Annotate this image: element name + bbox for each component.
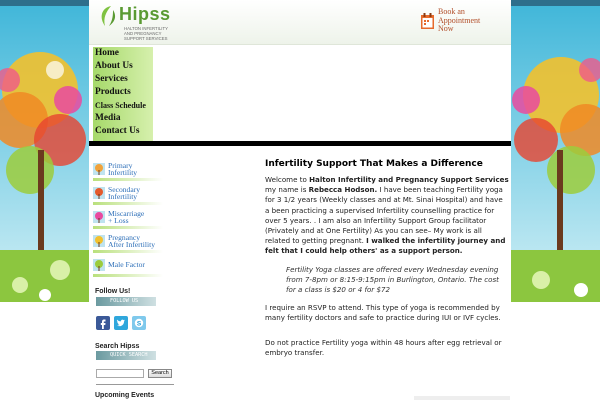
tree-icon	[93, 211, 105, 223]
follow-us-title: Follow Us!	[95, 288, 131, 295]
skype-icon[interactable]	[132, 315, 146, 329]
nav-media[interactable]: Media	[95, 113, 121, 123]
facebook-icon[interactable]	[96, 315, 110, 329]
follow-us-strip: FOLLOW US	[96, 297, 156, 306]
main-content	[265, 155, 509, 358]
left-artwork	[0, 0, 89, 400]
appointment-text: Book an Appointment Now	[438, 7, 481, 34]
nav-class-schedule[interactable]: Class Schedule	[95, 101, 146, 110]
main-nav	[93, 47, 153, 141]
yoga-class-info: Fertility Yoga classes are offered every Wednesday evening from 7-8pm or 8:15-9:15pm in Burlington, Ontario. The cost for a class is $20 or 4 for $72	[286, 264, 499, 295]
page-content	[89, 0, 511, 400]
nav-contact-us[interactable]: Contact Us	[95, 126, 140, 136]
sidebar-divider	[93, 250, 163, 253]
sidebar-divider	[93, 274, 163, 277]
upcoming-events-title: Upcoming Events	[95, 392, 155, 399]
tree-icon	[93, 187, 105, 199]
sidebar-link-miscarriage-loss[interactable]: Miscarriage + Loss	[93, 206, 144, 228]
sidebar-divider	[93, 202, 163, 205]
nav-divider-bar	[89, 141, 511, 146]
tree-icon	[93, 235, 105, 247]
sidebar-divider	[96, 384, 174, 385]
nav-products[interactable]: Products	[95, 87, 131, 97]
page-title: Infertility Support That Makes a Difference	[265, 159, 483, 169]
calendar-icon	[421, 13, 434, 29]
sidebar-link-secondary-infertility[interactable]: Secondary Infertility	[93, 182, 140, 204]
warning-paragraph: Do not practice Fertility yoga within 48 hours after egg retrieval or embryo transfer.	[265, 337, 502, 357]
logo-leaf-icon	[97, 4, 119, 28]
right-artwork	[511, 0, 600, 400]
logo-name: Hipss	[119, 4, 171, 24]
book-appointment-link[interactable]	[421, 7, 494, 34]
nav-home[interactable]: Home	[95, 48, 119, 58]
sidebar-divider	[93, 226, 163, 229]
sidebar-divider	[93, 178, 163, 181]
sidebar-link-primary-infertility[interactable]: Primary Infertility	[93, 158, 137, 180]
sidebar-link-pregnancy-after-infertility[interactable]: Pregnancy After Infertility	[93, 230, 155, 252]
rsvp-paragraph: I require an RSVP to attend. This type of yoga is recommended by many fertility doctors and safe to practice during IUI or IVF cycles.	[265, 303, 501, 323]
tree-icon	[93, 259, 105, 271]
nav-services[interactable]: Services	[95, 74, 128, 84]
logo-subtitle: HALTON INFERTILITY AND PREGNANCY SUPPORT SERVICES	[124, 26, 168, 42]
search-input[interactable]	[96, 369, 144, 378]
event-box	[414, 396, 510, 400]
intro-paragraph: Welcome to Halton Infertility and Pregnancy Support Services my name is Rebecca Hodson. I have been teaching Fertility yoga for 3 1/2 years (Weekly classes and at Mt. Sinai Hospital) and have a been practicing a supervised Infertility counselling practice for over 5 years. . I am also an Infertility Support Group facilitator (Privately and at One Fertility) As you can see– My work is all related to getting pregnant. I walked the infertility journey and felt that I could help others' as a support person.	[265, 175, 509, 256]
search-title: Search Hipss	[95, 343, 140, 350]
svg-text:S: S	[136, 320, 142, 328]
social-links	[96, 315, 146, 329]
sidebar-link-male-factor[interactable]: Male Factor	[93, 254, 145, 276]
site-logo[interactable]	[97, 2, 171, 44]
search-button[interactable]: Search	[148, 369, 172, 378]
quick-search-strip: QUICK SEARCH	[96, 351, 156, 360]
tree-icon	[93, 163, 105, 175]
header	[89, 0, 511, 45]
nav-about-us[interactable]: About Us	[95, 61, 133, 71]
twitter-icon[interactable]	[114, 315, 128, 329]
